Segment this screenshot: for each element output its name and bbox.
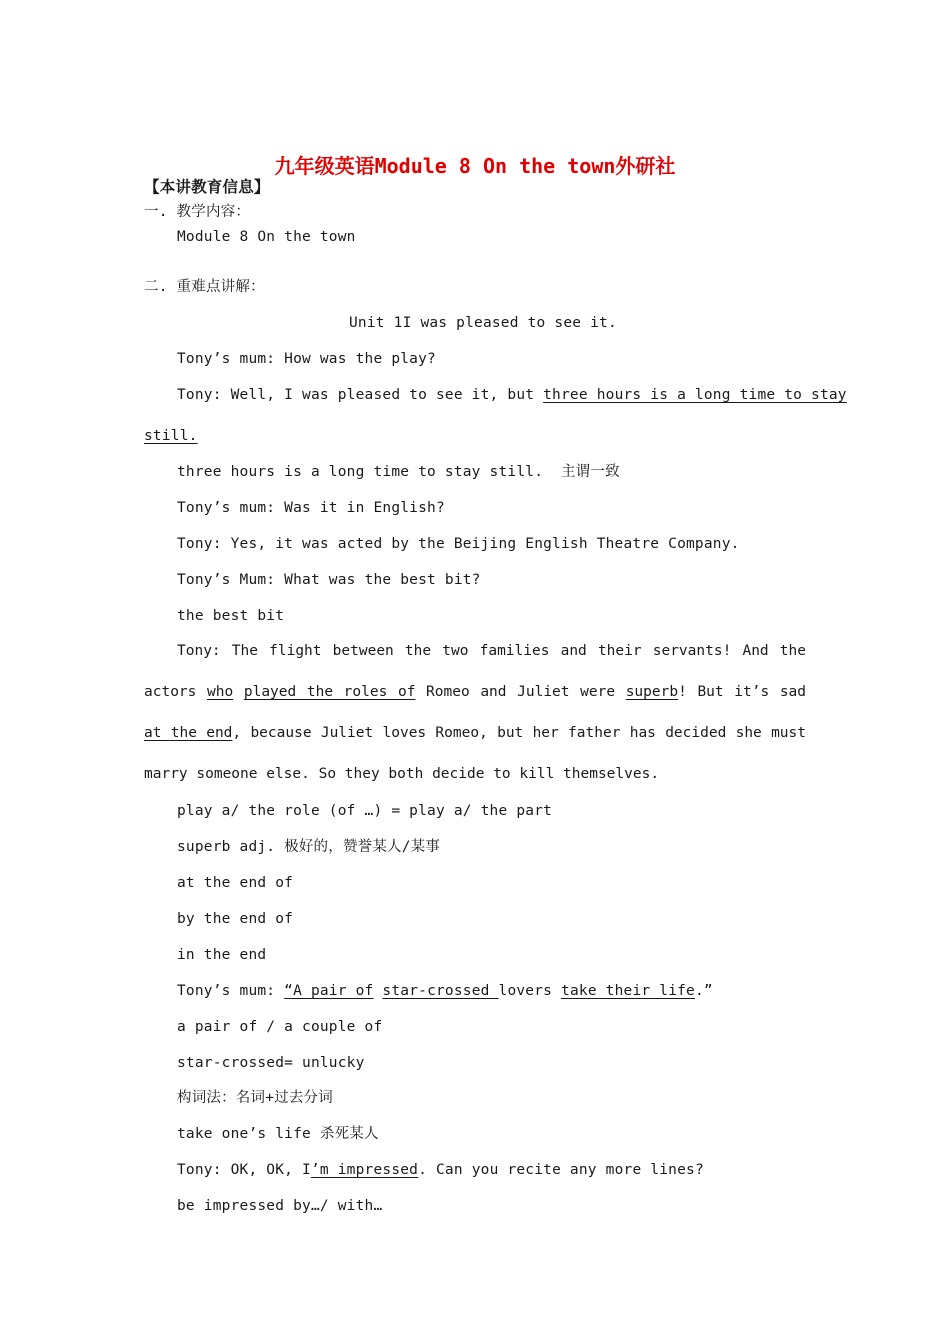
underlined-phrase: played the roles of [243,684,416,700]
text-run: Romeo and Juliet were [415,684,626,700]
note-line: take one’s life 杀死某人 [177,1126,379,1142]
note-line: in the end [177,947,267,963]
dialogue-line: Tony’s mum: Was it in English? [177,500,445,516]
page-title: 九年级英语Module 8 On the town外研社 [274,154,676,178]
text-run: Tony: OK, OK, I [177,1162,311,1178]
dialogue-line [177,982,713,1000]
note-line: superb adj. 极好的，赞誉某人/某事 [177,839,441,855]
info-header: 【本讲教育信息】 [144,178,270,196]
unit-heading: Unit 1I was pleased to see it. [349,315,617,331]
text-run [233,684,244,700]
text-run: , because Juliet loves Romeo, but her father has decided she must marry someone else. So they both decide to kill themselves. [144,725,806,782]
dialogue-line [177,1161,704,1179]
section-1-label: 一. 教学内容： [144,204,251,220]
note-line: a pair of / a couple of [177,1019,383,1035]
text-run: Tony: The flight between the two families and their servants! And the actors [144,643,806,700]
dialogue-paragraph [144,631,806,795]
underlined-phrase: “A pair of [284,983,374,999]
underlined-phrase: ’m impressed [310,1162,419,1178]
text-run: lovers [498,983,562,999]
section-2-label: 二. 重难点讲解： [144,279,265,295]
underlined-phrase: take their life [561,983,695,999]
text-run: Tony’s mum: [177,983,285,999]
note-line: three hours is a long time to stay still. 主谓一致 [177,464,620,480]
dialogue-line: Tony: Yes, it was acted by the Beijing English Theatre Company. [177,536,740,552]
underlined-phrase: still. [144,428,198,444]
text-run: .” [694,983,713,999]
underlined-phrase: three hours is a long time to stay [543,387,847,403]
dialogue-line [177,386,847,404]
dialogue-line: Tony’s mum: How was the play? [177,351,436,367]
note-line: play a/ the role (of …) = play a/ the part [177,803,553,819]
text-run: ! But it’s sad [678,684,807,700]
note-line: the best bit [177,608,285,624]
dialogue-line-continuation [144,427,198,445]
text-run: Tony: Well, I was pleased to see it, but [177,387,544,403]
section-1-content: Module 8 On the town [177,229,356,245]
note-line: by the end of [177,911,294,927]
note-line: 构词法：名词+过去分词 [177,1090,333,1106]
note-line: star-crossed= unlucky [177,1055,365,1071]
text-run: . Can you recite any more lines? [418,1162,704,1178]
note-line: be impressed by…/ with… [177,1198,383,1214]
underlined-phrase: at the end [144,725,233,741]
dialogue-line: Tony’s Mum: What was the best bit? [177,572,481,588]
underlined-phrase: superb [625,684,679,700]
underlined-phrase: star-crossed [382,983,499,999]
note-line: at the end of [177,875,294,891]
underlined-phrase: who [207,684,234,700]
